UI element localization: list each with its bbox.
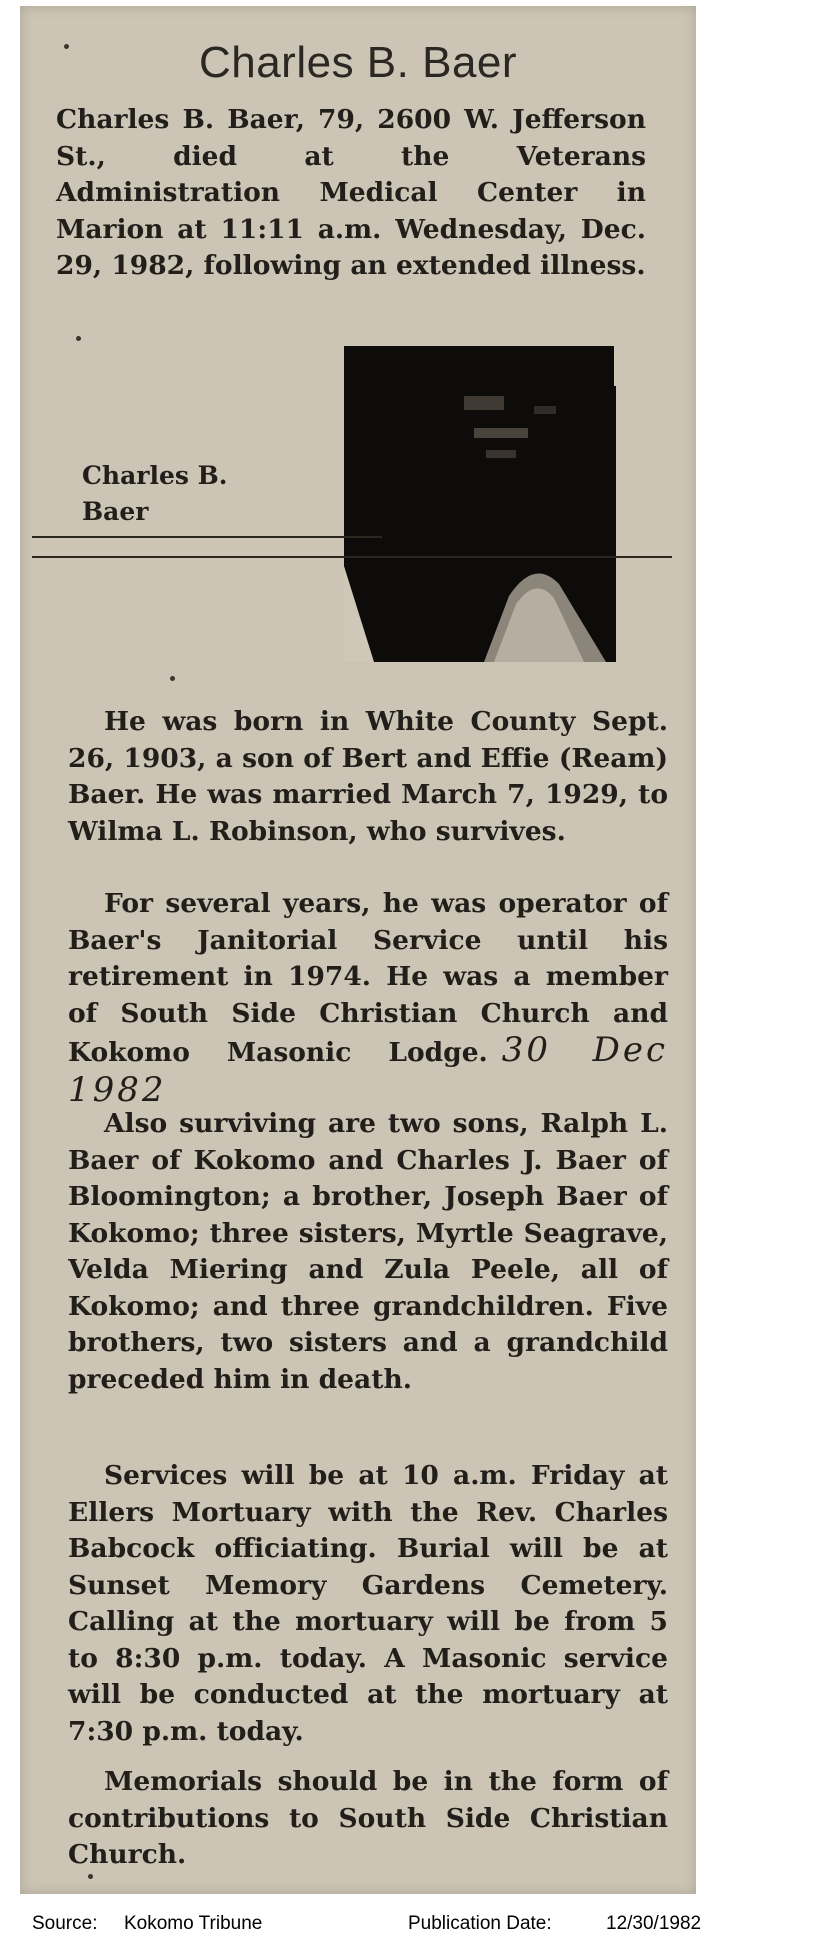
paragraph-birth: He was born in White County Sept. 26, 1903, a son of Bert and Effie (Ream) Baer. He was married March 7, 1929, to Wilma L. Robinson, who survives. [68,706,668,847]
paragraph-services: Services will be at 10 a.m. Friday at Ellers Mortuary with the Rev. Charles Babcock officiating. Burial will be at Sunset Memory Gardens Cemetery. Calling at the mortuary will be from 5 to 8:30 p.m. today. A Masonic service will be conducted at the mortuary at 7:30 p.m. today. [68,1460,668,1747]
photo-caption [82,458,227,530]
print-speck [64,44,69,49]
obituary-headline: Charles B. Baer [198,38,518,87]
publication-date-label: Publication Date: [408,1913,552,1934]
paragraph-career [68,886,668,1111]
clipping-footer [0,1905,817,1945]
caption-rule-lower [32,556,672,558]
photo-caption-line2: Baer [82,497,149,526]
photo-caption-line1: Charles B. [82,461,228,490]
print-speck [88,1874,93,1879]
paragraph-survivors: Also surviving are two sons, Ralph L. Baer of Kokomo and Charles J. Baer of Bloomington; a brother, Joseph Baer of Kokomo; three sisters, Myrtle Seagrave, Velda Miering and Zula Peele, all of Kokomo; and three grandchildren. Five brothers, two sisters and a grandchild preceded him in death. [68,1108,668,1395]
print-speck [170,676,175,681]
print-speck [76,336,81,341]
source-label: Source: [32,1913,98,1934]
caption-rule-upper [32,536,382,538]
source-value: Kokomo Tribune [124,1913,263,1934]
publication-date-value: 12/30/1982 [606,1913,702,1934]
lead-paragraph: Charles B. Baer, 79, 2600 W. Jefferson St., died at the Veterans Administration Medical Center in Marion at 11:11 a.m. Wednesday, Dec. 29, 1982, following an extended illness. [56,104,646,281]
handwritten-date-note: 30 Dec 1982 [68,1030,668,1110]
portrait-photo [344,346,634,666]
newspaper-clipping [20,6,696,1894]
paragraph-memorials: Memorials should be in the form of contributions to South Side Christian Church. [68,1766,668,1870]
paragraph-career-text: For several years, he was operator of Baer's Janitorial Service until his retirement in 1974. He was a member of South Side Christian Church and Kokomo Masonic Lodge. [68,888,668,1068]
